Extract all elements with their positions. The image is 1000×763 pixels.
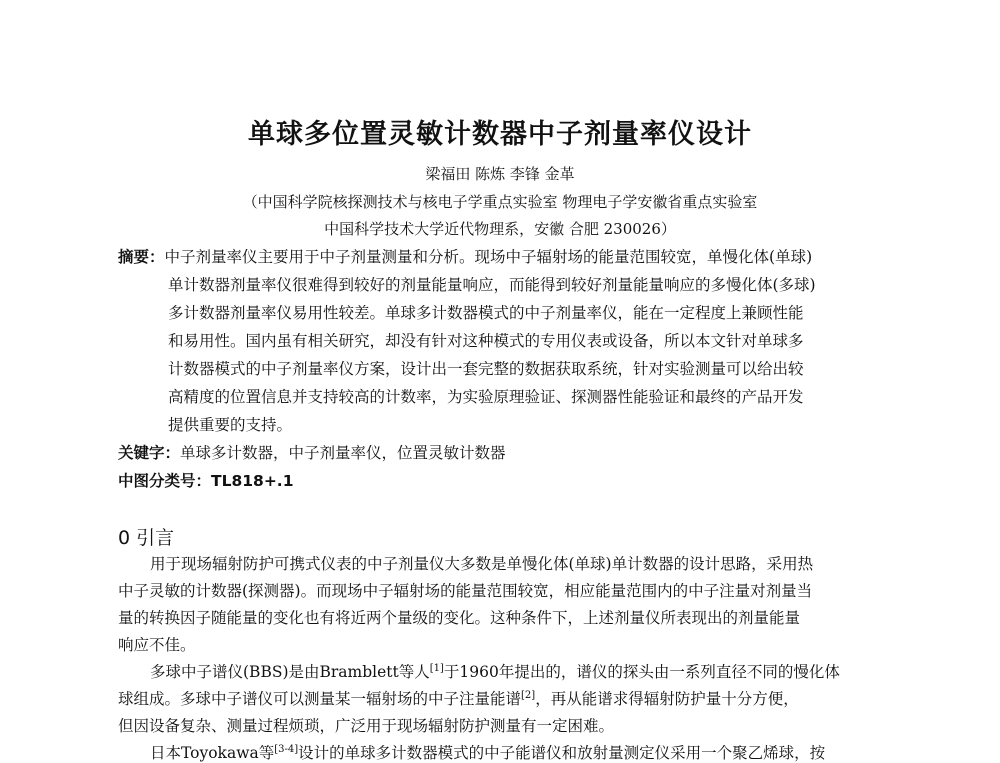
- classification-code: TL818+.1: [211, 472, 294, 490]
- body-text-line: 但因设备复杂、测量过程烦琐，广泛用于现场辐射防护测量有一定困难。: [118, 717, 615, 735]
- abstract-line: 和易用性。国内虽有相关研究，却没有针对这种模式的专用仪表或设备，所以本文针对单球多: [168, 332, 804, 350]
- paper-title: 单球多位置灵敏计数器中子剂量率仪设计: [248, 119, 752, 150]
- abstract-line: 提供重要的支持。: [168, 416, 293, 434]
- classification-line: [118, 469, 293, 491]
- affiliation-line-1: （中国科学院核探测技术与核电子学重点实验室 物理电子学安徽省重点实验室: [242, 193, 758, 211]
- body-text-line: 中子灵敏的计数器(探测器)。而现场中子辐射场的能量范围较宽，相应能量范围内的中子注量对剂量当: [118, 582, 813, 600]
- classification-label: 中图分类号：: [118, 472, 212, 490]
- body-text-line: 多球中子谱仪(BBS)是由Bramblett等人[1]于1960年提出的，谱仪的探头由一系列直径不同的慢化体: [150, 662, 840, 681]
- citation: [2]: [521, 689, 536, 701]
- body-text-line: 用于现场辐射防护可携式仪表的中子剂量仪大多数是单慢化体(单球)单计数器的设计思路，采用热: [150, 555, 814, 573]
- body-text-line: 量的转换因子随能量的变化也有将近两个量级的变化。这种条件下，上述剂量仪所表现出的剂量能量: [118, 609, 801, 627]
- author-list: 梁福田 陈炼 李锋 金革: [425, 165, 575, 183]
- abstract-line: [118, 245, 812, 267]
- keywords-label: 关键字：: [118, 444, 181, 462]
- abstract-label: 摘要：: [118, 248, 165, 266]
- abstract-line: 单计数器剂量率仪很难得到较好的剂量能量响应，而能得到较好剂量能量响应的多慢化体(多球): [168, 276, 816, 294]
- affiliation-line-2: 中国科学技术大学近代物理系，安徽 合肥 230026）: [324, 220, 676, 238]
- abstract-text: 中子剂量率仪主要用于中子剂量测量和分析。现场中子辐射场的能量范围较宽，单慢化体(单球): [164, 248, 813, 266]
- citation: [3-4]: [274, 743, 299, 755]
- body-text-line: 响应不佳。: [118, 636, 196, 654]
- body-text-line: 日本Toyokawa等[3-4]设计的单球多计数器模式的中子能谱仪和放射量测定仪采用一个聚乙烯球，按: [150, 743, 826, 762]
- abstract-line: 多计数器剂量率仪易用性较差。单球多计数器模式的中子剂量率仪，能在一定程度上兼顾性能: [168, 304, 804, 322]
- section-heading: 0 引言: [118, 527, 175, 549]
- abstract-line: 高精度的位置信息并支持较高的计数率，为实验原理验证、探测器性能验证和最终的产品开发: [168, 388, 804, 406]
- citation: [1]: [429, 662, 444, 674]
- keywords-text: 单球多计数器，中子剂量率仪，位置灵敏计数器: [180, 444, 506, 462]
- body-text-line: 球组成。多球中子谱仪可以测量某一辐射场的中子注量能谱[2]，再从能谱求得辐射防护量十分方便，: [118, 689, 799, 708]
- abstract-line: 计数器模式的中子剂量率仪方案，设计出一套完整的数据获取系统，针对实验测量可以给出较: [168, 360, 804, 378]
- keywords-line: [118, 441, 506, 463]
